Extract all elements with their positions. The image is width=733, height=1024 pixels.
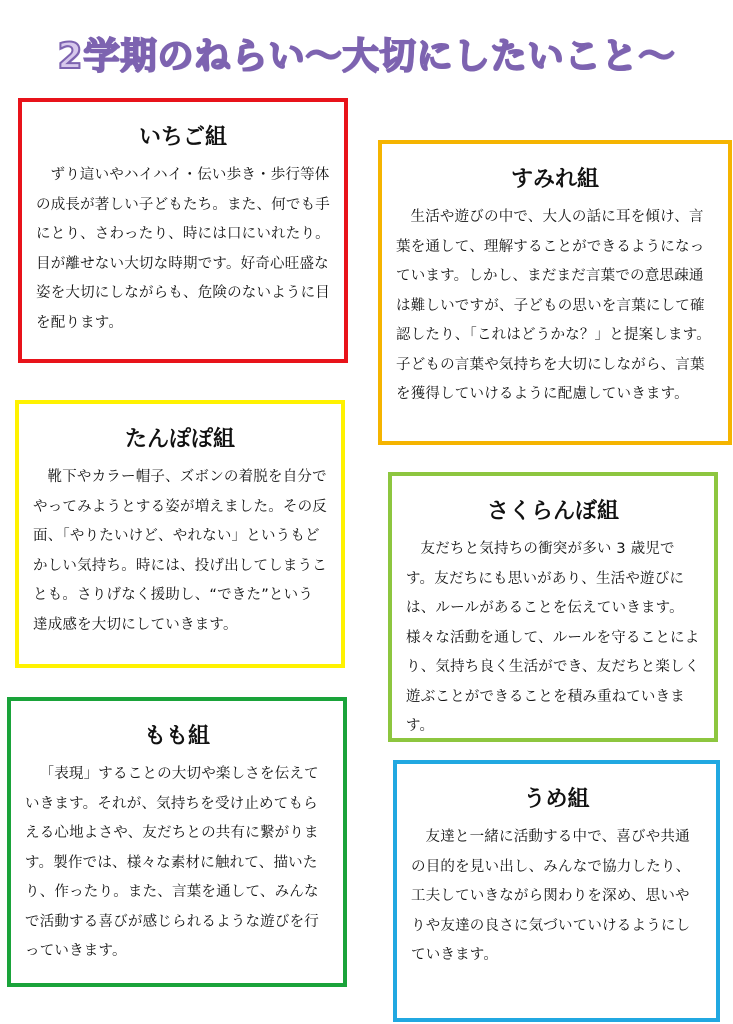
card-tanpopo (15, 400, 345, 668)
card-ichigo (18, 98, 348, 363)
card-body: 「表現」することの大切や楽しさを伝えていきます。それが、気持ちを受け止めてもらえる心地よさや、友だちとの共有に繋がります。製作では、様々な素材に触れて、描いたり、作ったり。また、言葉を通して、みんなで活動する喜びが感じられるような遊びを行っていきます。 (25, 766, 319, 959)
card-heading: うめ組 (523, 787, 590, 812)
card-heading: たんぽぽ組 (124, 427, 235, 452)
card-sumire (378, 140, 732, 445)
card-body: ずり這いやハイハイ・伝い歩き・歩行等体の成長が著しい子どもたち。また、何でも手にとり、さわったり、時には口にいれたり。目が離せない大切な時期です。好奇心旺盛な姿を大切にしながらも、危険のないように目を配ります。 (36, 167, 330, 331)
card-body: 靴下やカラー帽子、ズボンの着脱を自分でやってみようとする姿が増えました。その反面、「やりたいけど、やれない」というもどかしい気持ち。時には、投げ出してしまうことも。さりげなく援助し、“できた”という達成感を大切にしていきます。 (33, 469, 327, 633)
card-heading: いちご組 (138, 125, 227, 150)
card-sakuranbo (388, 472, 718, 742)
card-heading: さくらんぼ組 (486, 499, 619, 524)
card-momo (7, 697, 347, 987)
card-heading: すみれ組 (510, 167, 599, 192)
card-heading: もも組 (143, 724, 210, 749)
card-body: 友だちと気持ちの衝突が多い 3 歳児です。友だちにも思いがあり、生活や遊びには、ルールがあることを伝えていきます。様々な活動を通して、ルールを守ることにより、気持ち良く生活ができ、友だちと楽しく遊ぶことができることを積み重ねていきます。 (406, 541, 700, 734)
card-body: 友達と一緒に活動する中で、喜びや共通の目的を見い出し、みんなで協力したり、工夫していきながら関わりを深め、思いやりや友達の良さに気づいていけるようにしていきます。 (411, 829, 691, 963)
card-body: 生活や遊びの中で、大人の話に耳を傾け、言葉を通して、理解することができるようになっています。しかし、まだまだ言葉での意思疎通は難しいですが、子どもの思いを言葉にして確認したり、「これはどうかな？」と提案します。子どもの言葉や気持ちを大切にしながら、言葉を獲得していけるように配慮していきます。 (396, 209, 711, 402)
page-title: 2学期のねらい～大切にしたいこと～ (57, 36, 676, 77)
card-ume (393, 760, 720, 1022)
